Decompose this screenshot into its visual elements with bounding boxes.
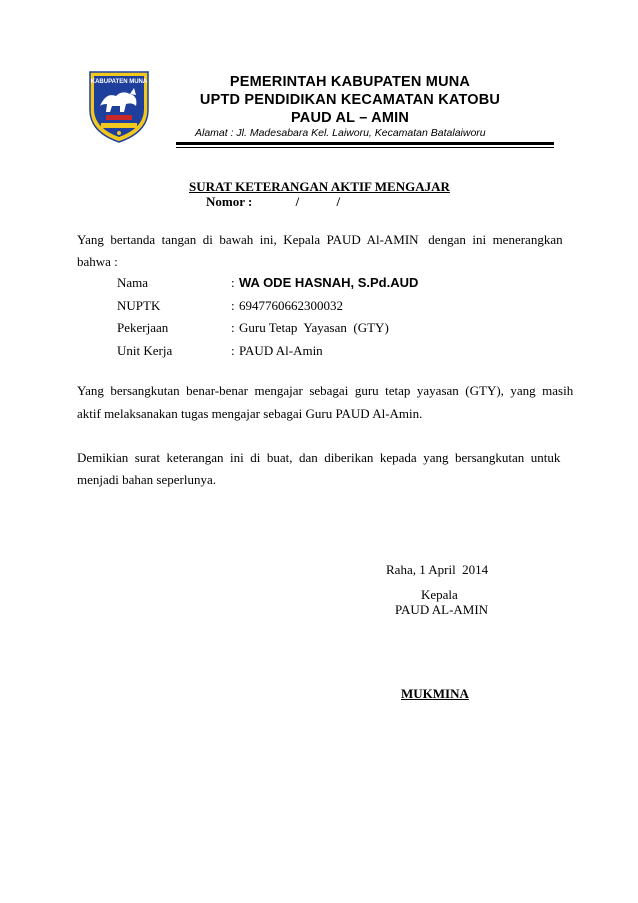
letter-number-sep1: / [295,194,300,209]
intro-line-1: Yang bertanda tangan di bawah ini, Kepala PAUD Al-AMIN dengan ini menerangkan [77,232,563,247]
field-label: NUPTK [117,298,161,313]
agency-name: UPTD PENDIDIKAN KECAMATAN KATOBU [199,92,501,108]
signer-position: Kepala [421,587,458,602]
field-separator: : [231,275,235,290]
field-label: Pekerjaan [117,320,169,335]
school-name: PAUD AL – AMIN [291,110,409,126]
signer-name: MUKMINA [401,686,469,701]
letter-number-label: Nomor : [206,194,253,209]
field-label: Unit Kerja [117,343,173,358]
field-value: WA ODE HASNAH, S.Pd.AUD [239,275,419,290]
government-name: PEMERINTAH KABUPATEN MUNA [229,74,471,90]
place-date: Raha, 1 April 2014 [386,562,489,577]
field-separator: : [231,320,235,335]
muna-emblem-icon [86,66,152,144]
letter-number [206,194,340,210]
signer-institution: PAUD AL-AMIN [395,602,489,617]
closing-line-1: Demikian surat keterangan ini di buat, dan diberikan kepada yang bersangkutan untuk [77,450,561,465]
statement-line-1: Yang bersangkutan benar-benar mengajar sebagai guru tetap yayasan (GTY), yang masih [77,383,574,398]
field-value: Guru Tetap Yayasan (GTY) [239,320,389,335]
letter-title: SURAT KETERANGAN AKTIF MENGAJAR [189,179,450,194]
field-value: 6947760662300032 [239,298,343,313]
statement-line-2: aktif melaksanakan tugas mengajar sebagai Guru PAUD Al-Amin. [77,406,423,421]
field-label: Nama [117,275,149,290]
letterhead-rule-thin [176,147,554,148]
letterhead-address: Alamat : Jl. Madesabara Kel. Laiworu, Kecamatan Batalaiworu [195,127,486,139]
letter-number-sep2: / [336,194,341,209]
field-separator: : [231,343,235,358]
letterhead-rule-thick [176,142,554,145]
regency-logo [86,66,152,144]
letterhead [160,73,540,127]
field-separator: : [231,298,235,313]
field-value: PAUD Al-Amin [239,343,323,358]
logo-lettering: KABUPATEN MUNA [90,79,148,85]
closing-line-2: menjadi bahan seperlunya. [77,472,216,487]
intro-line-2: bahwa : [77,254,118,269]
